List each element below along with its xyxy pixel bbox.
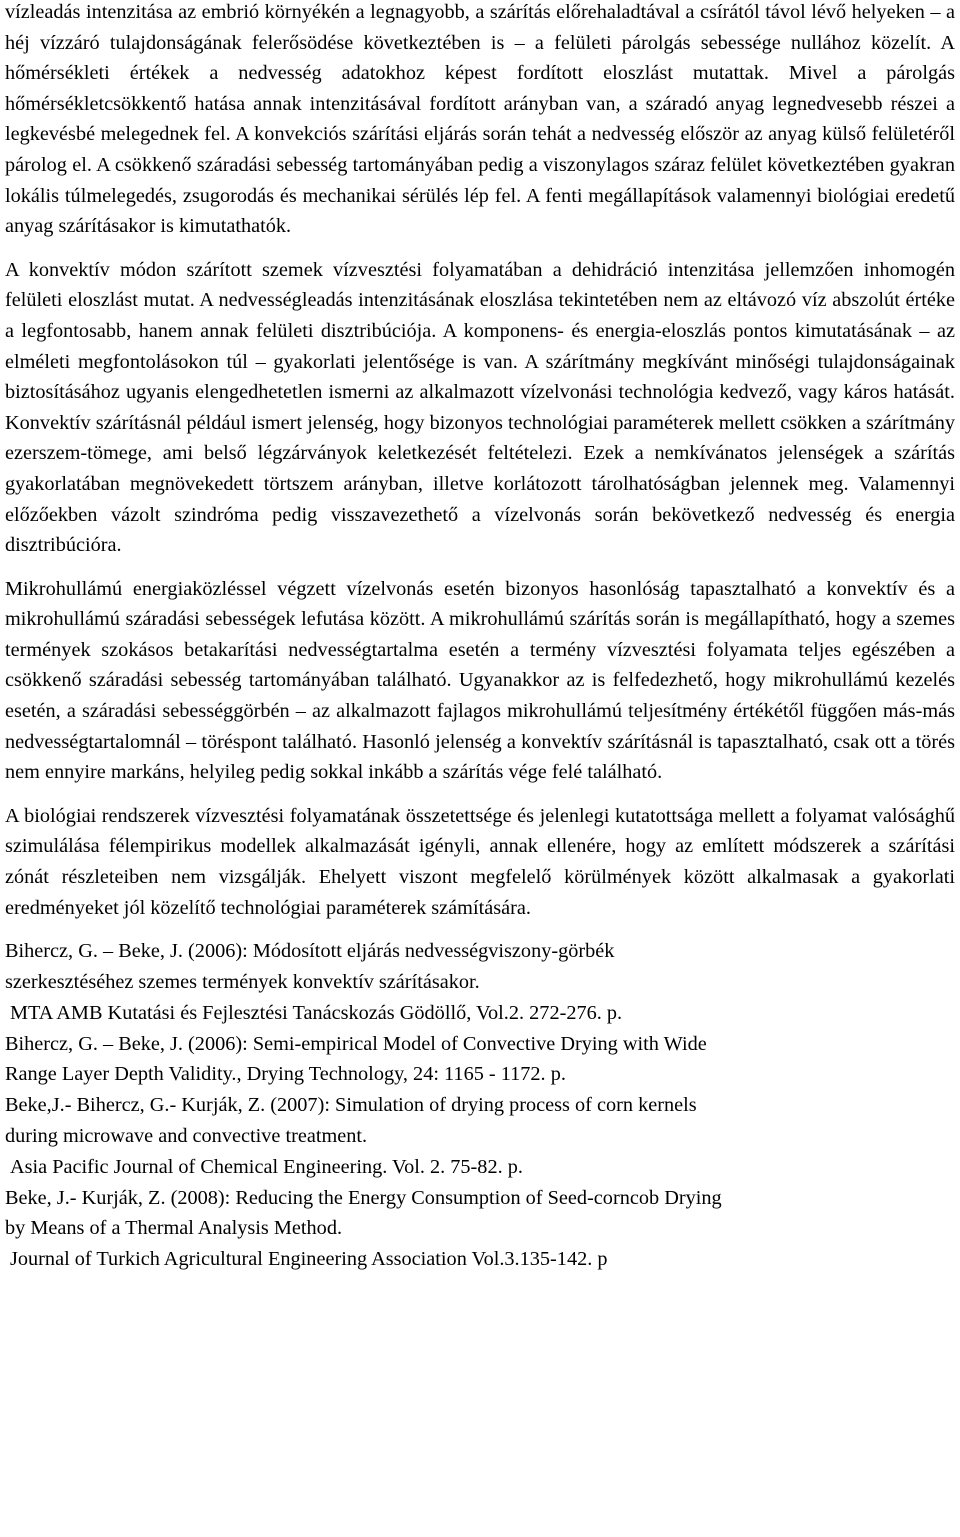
body-paragraph: Mikrohullámú energiaközléssel végzett vízelvonás esetén bizonyos hasonlóság tapasztalható a konvektív és a mikrohullámú száradási sebességek lefutása között. A mikrohullámú szárítás során is megállapítható, hogy a szemes termények szokásos betakarítási nedvességtartalma esetén a termény vízvesztési folyamata teljes egészében a csökkenő száradási sebesség tartományában található. Ugyanakkor az is felfedezhető, hogy mikrohullámú kezelés esetén, a száradási sebességgörbén – az alkalmazott fajlagos mikrohullámú teljesítmény értékétől függően más-más nedvességtartalomnál – töréspont található. Hasonló jelenség a konvektív szárításnál is tapasztalható, csak ott a törés nem ennyire markáns, helyileg pedig sokkal inkább a szárítás vége felé található. [5, 577, 955, 784]
reference-line: by Means of a Thermal Analysis Method. [5, 1217, 343, 1240]
reference-line: MTA AMB Kutatási és Fejlesztési Tanácskozás Gödöllő, Vol.2. 272-276. p. [10, 1001, 623, 1024]
reference-line: Journal of Turkich Agricultural Engineering Association Vol.3.135-142. p [10, 1248, 608, 1271]
reference-line: during microwave and convective treatment. [5, 1125, 368, 1147]
reference-line: Asia Pacific Journal of Chemical Engineering. Vol. 2. 75-82. p. [10, 1155, 523, 1178]
body-paragraph: vízleadás intenzitása az embrió környékén a legnagyobb, a szárítás előrehaladtával a csírától távol lévő helyeken – a héj vízzáró tulajdonságának felerősödése következtében is – a felületi párolgás sebessége nullához közelít. A hőmérsékleti értékek a nedvesség adatokhoz képest fordított eloszlást mutattak. Mivel a párolgás hőmérsékletcsökkentő hatása annak intenzitásával fordított arányban van, a száradó anyag legnedvesebb részei a legkevésbé melegednek fel. A konvekciós szárítási eljárás során tehát a nedvesség először az anyag külső felületéről párolog el. A csökkenő száradási sebesség tartományában pedig a viszonylagos száraz felület következtében gyakran lokális túlmelegedés, zsugorodás és mechanikai sérülés lép fel. A fenti megállapítások valamennyi biológiai eredetű anyag szárításakor is kimutathatók. [5, 1, 955, 238]
body-paragraph: A biológiai rendszerek vízvesztési folyamatának összetettsége és jelenlegi kutatottsága mellett a folyamat valósághű szimulálása félempirikus modellek alkalmazását igényli, annak ellenére, hogy az említett módszerek a szárítási zónát részleteiben nem vizsgálják. Ehelyett viszont megfelelő körülmények között alkalmasak a gyakorlati eredményeket jól közelítő technológiai paraméterek számítására. [5, 804, 955, 919]
reference-list [5, 936, 955, 1275]
reference-line: Bihercz, G. – Beke, J. (2006): Semi-empirical Model of Convective Drying with Wide [5, 1032, 707, 1055]
reference-line: szerkesztéséhez szemes termények konvektív szárításakor. [5, 971, 480, 994]
reference-line: Beke, J.- Kurják, Z. (2008): Reducing the Energy Consumption of Seed-corncob Drying [5, 1186, 722, 1209]
reference-line: Beke,J.- Bihercz, G.- Kurják, Z. (2007): Simulation of drying process of corn kernels [5, 1094, 697, 1117]
reference-line: Bihercz, G. – Beke, J. (2006): Módosított eljárás nedvességviszony-görbék [5, 940, 615, 963]
document-page [5, 0, 955, 1275]
reference-line: Range Layer Depth Validity., Drying Technology, 24: 1165 - 1172. p. [5, 1063, 566, 1086]
body-paragraph: A konvektív módon szárított szemek vízvesztési folyamatában a dehidráció intenzitása jellemzően inhomogén felületi eloszlást mutat. A nedvességleadás intenzitásának eloszlása tekintetében nem az eltávozó víz abszolút értéke a legfontosabb, hanem annak felületi disztribúciója. A komponens- és energia-eloszlás pontos kimutatásának – az elméleti megfontolásokon túl – gyakorlati jelentősége is van. A szárítmány megkívánt minőségi tulajdonságainak biztosításához ugyanis elengedhetetlen ismerni az alkalmazott vízelvonási technológia kedvező, vagy káros hatását. Konvektív szárításnál például ismert jelenség, hogy bizonyos technológiai paraméterek mellett csökken a szárítmány ezerszem-tömege, ami belső légzárványok keletkezését feltételezi. Ezek a nemkívánatos jelenségek a szárítás gyakorlatában megnövekedett törtszem arányban, illetve korlátozott tárolhatóságban jelennek meg. Valamennyi előzőekben vázolt szindróma pedig visszavezethető a vízelvonás során bekövetkező nedvesség és energia disztribúcióra. [5, 258, 955, 557]
